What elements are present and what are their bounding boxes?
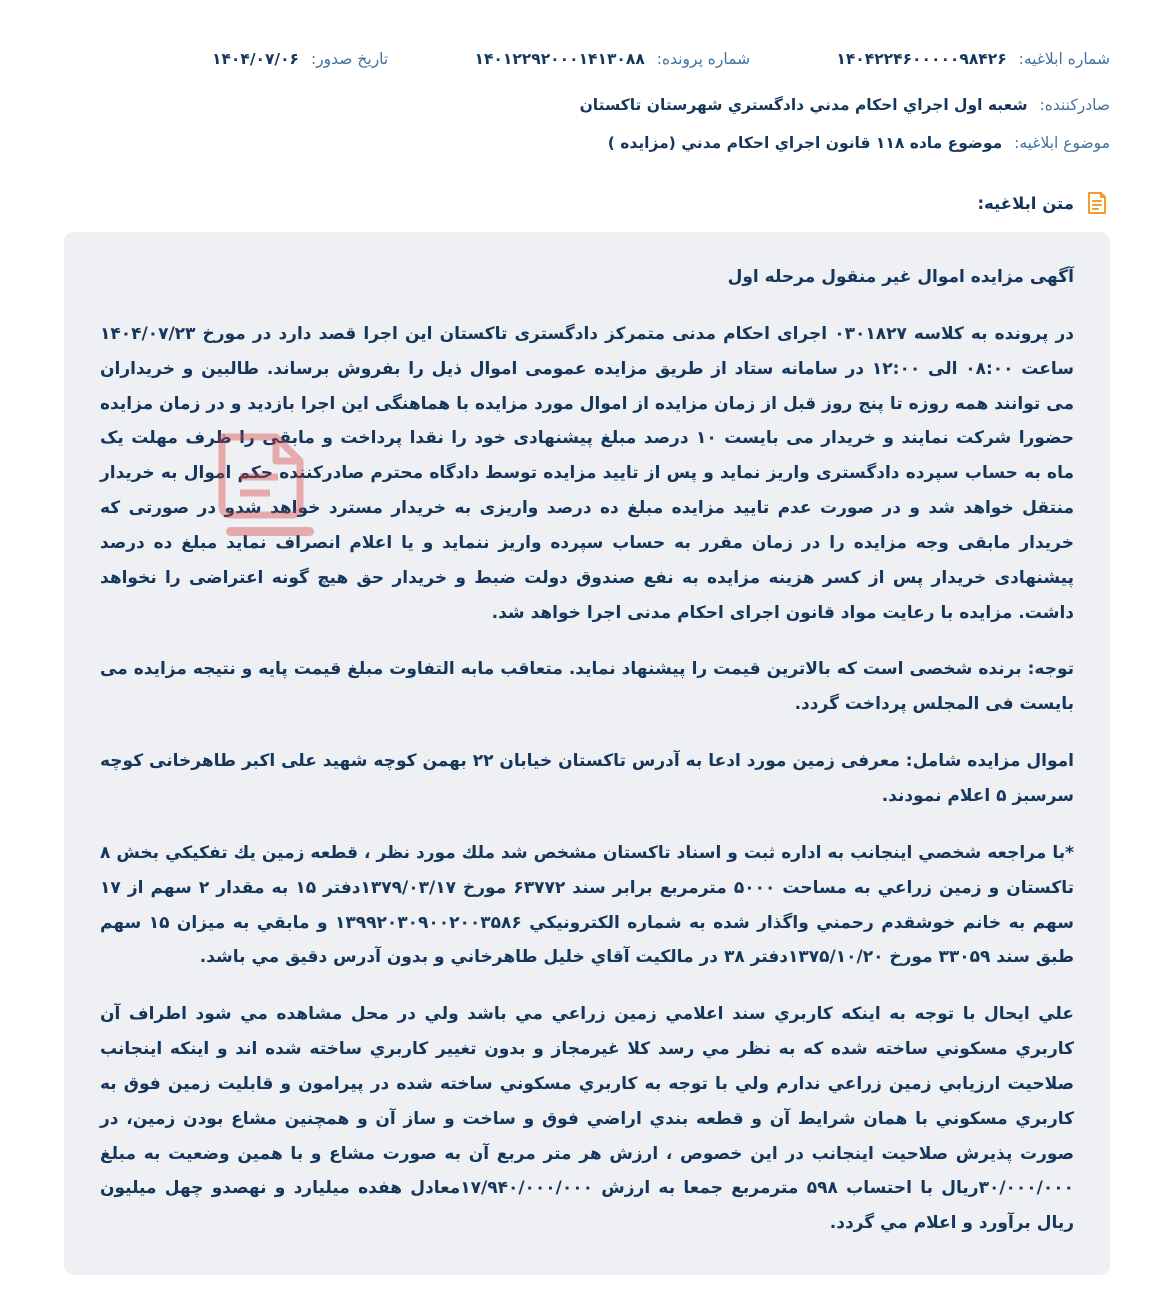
notice-title: آگهی مزایده اموال غیر منقول مرحله اول: [727, 267, 1074, 287]
issue-date-label: تاریخ صدور:: [310, 50, 389, 68]
subject-label: موضوع ابلاغیه:: [1014, 134, 1110, 152]
notice-paragraph-2: توجه: برنده شخصی است که بالاترین قیمت را پیشنهاد نماید. متعاقب مابه التفاوت مبلغ قیمت پایه و نتیجه مزایده می بایست فی المجلس پرداخت گردد.: [100, 659, 1074, 715]
issuer-value: شعبه اول اجراي احکام مدني دادگستري شهرستان تاکستان: [579, 96, 1028, 114]
subject-value: موضوع ماده ۱۱۸ قانون اجراي احکام مدني (مزایده ): [607, 134, 1003, 152]
body-section-title: [64, 190, 1110, 216]
notice-text-icon: [1084, 190, 1110, 216]
issuer-row: [64, 96, 1110, 114]
notice-paragraph-3: اموال مزایده شامل: معرفی زمین مورد ادعا به آدرس تاکستان خیابان ۲۲ بهمن کوچه شهید علی اکبر طاهرخانی کوچه سرسبز ۵ اعلام نمودند.: [100, 751, 1074, 806]
notice-number-value: ۱۴۰۴۲۲۴۶۰۰۰۰۰۹۸۴۲۶: [836, 50, 1007, 68]
subject-row: [64, 134, 1110, 152]
case-number-field: [475, 50, 751, 68]
issuer-label: صادرکننده:: [1039, 96, 1110, 114]
case-number-value: ۱۴۰۱۲۲۹۲۰۰۰۱۴۱۳۰۸۸: [474, 50, 645, 68]
body-label: متن ابلاغیه:: [977, 193, 1074, 213]
case-number-label: شماره پرونده:: [656, 50, 751, 68]
notice-paragraph-5: علي ايحال با توجه به اينکه کاربري سند اعلامي زمين زراعي مي باشد ولي در محل مشاهده مي شود اطراف آن کاربري مسکوني ساخته شده که به نظر مي رسد کلا غیرمجاز و بدون تغيير کاربري ساخته شده اند و اينکه اينجانب صلاحیت ارزيابي زمين زراعي ندارم ولي با توجه به کاربري مسکوني ساخته شده در پيرامون و قابلیت زمین فوق به کاربري مسکوني با همان شرايط آن و قطعه بندي اراضي فوق و ساخت و ساز آن و همچنین مشاع بودن زمین، در صورت پذيرش صلاحیت اينجانب در اين خصوص ، ارزش هر متر مربع آن به صورت مشاع و با همین وضعیت به مبلغ ۳۰/۰۰۰/۰۰۰ريال با احتساب ۵۹۸ مترمربع جمعا به ارزش ۱۷/۹۴۰/۰۰۰/۰۰۰معادل هفده میلیارد و نهصدو چهل میلیون ریال برآورد و اعلام مي گردد.: [100, 1004, 1075, 1234]
notice-number-label: شماره ابلاغیه:: [1018, 50, 1110, 68]
notice-number-field: [836, 50, 1110, 68]
notice-paragraph-1: در پرونده به کلاسه ۰۳۰۱۸۲۷ اجرای احکام مدنی متمرکز دادگستری تاکستان این اجرا قصد دارد در مورخ ۱۴۰۴/۰۷/۲۳ ساعت ۰۸:۰۰ الی ۱۲:۰۰ در سامانه ستاد از طریق مزایده عمومی اموال ذیل را بفروش برساند. طالبین و خریداران می توانند همه روزه تا پنج روز قبل از زمان مزایده از اموال مورد مزایده با هماهنگی این اجرا بازدید و در زمان مزایده حضورا شرکت نمایند و خریدار می بایست ۱۰ درصد مبلغ پیشنهادی خود را نقدا پرداخت و مابقی را ظرف مهلت یک ماه به حساب سپرده دادگستری واریز نماید و پس از تایید مزایده توسط دادگاه محترم صادرکننده حکم اموال به خریدار منتقل خواهد شد و در صورت عدم تایید مزایده مبلغ ده درصد واریزی به خریدار مسترد خواهد شدو در صورتی که خریدار مابقی وجه مزایده را در زمان مقرر به حساب سپرده واریز ننماید و یا اعلام انصراف نماید مبلغ ده درصد پیشنهادی خریدار پس از کسر هزینه مزایده به نفع صندوق دولت ضبط و خریدار حق هیچ گونه اعتراضی را نخواهد داشت. مزایده با رعایت مواد قانون اجرای احکام مدنی اجرا خواهد شد.: [100, 323, 1074, 623]
header-meta-row: [64, 50, 1110, 68]
issue-date-value: ۱۴۰۴/۰۷/۰۶: [212, 50, 300, 68]
notice-body: [64, 232, 1110, 1275]
notice-paragraph-4: *با مراجعه شخصي اينجانب به اداره ثبت و اسناد تاکستان مشخص شد ملك مورد نظر ، قطعه زمین يك تفکيکي بخش ۸ تاکستان و زمین زراعي به مساحت ۵۰۰۰ مترمربع برابر سند ۶۳۷۷۲ مورخ ۱۳۷۹/۰۳/۱۷دفتر ۱۵ به مقدار ۲ سهم از ۱۷ سهم به خانم خوشقدم رحمني واگذار شده به شماره الکترونيکي ۱۳۹۹۲۰۳۰۹۰۰۲۰۰۳۵۸۶ و مابقي به میزان ۱۵ سهم طبق سند ۳۳۰۵۹ مورخ ۱۳۷۵/۱۰/۲۰دفتر ۳۸ در مالکیت آقاي خليل طاهرخاني و بدون آدرس دقیق مي باشد.: [100, 842, 1074, 968]
issue-date-field: [212, 50, 388, 68]
